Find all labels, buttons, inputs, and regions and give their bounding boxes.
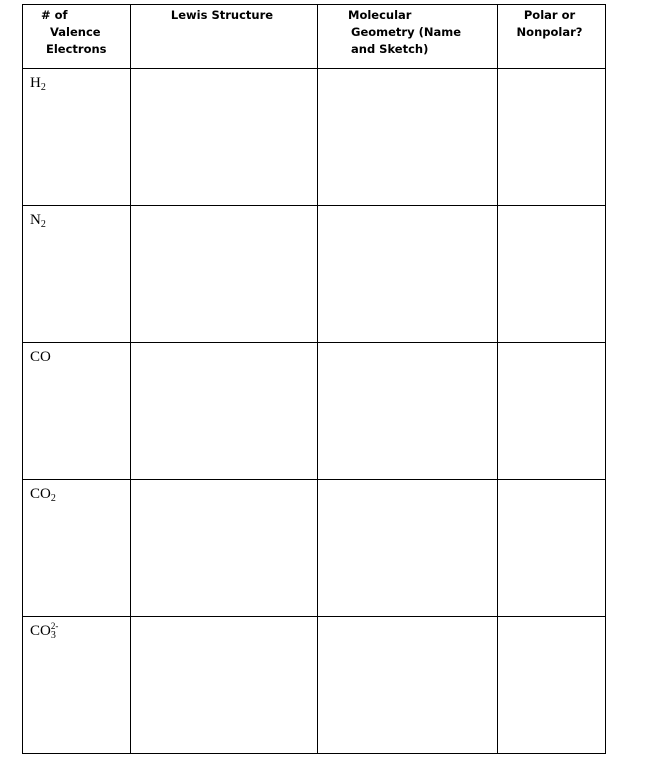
geometry-cell[interactable]: [318, 69, 498, 206]
formula-cell: [23, 343, 131, 480]
geometry-cell[interactable]: [318, 617, 498, 754]
header-geometry-line-3: and Sketch): [351, 42, 429, 56]
header-valence-line-3: Electrons: [46, 42, 107, 56]
table-row: [23, 206, 606, 343]
polarity-cell[interactable]: [498, 206, 606, 343]
formula-base: H: [30, 75, 41, 91]
formula-cell: [23, 206, 131, 343]
formula-cell: [23, 69, 131, 206]
geometry-cell[interactable]: [318, 343, 498, 480]
header-geometry-line-2: Geometry (Name: [351, 25, 462, 39]
table-row: [23, 480, 606, 617]
header-valence-line-2: Valence: [50, 25, 101, 39]
header-molecular-geometry: [318, 5, 498, 69]
formula-cell: [23, 480, 131, 617]
lewis-structure-cell[interactable]: [131, 69, 318, 206]
header-geometry-line-1: Molecular: [348, 8, 412, 22]
formula-subscript: 2: [50, 493, 56, 504]
geometry-cell[interactable]: [318, 480, 498, 617]
lewis-structure-cell[interactable]: [131, 206, 318, 343]
polarity-cell[interactable]: [498, 69, 606, 206]
molecule-formula: [23, 206, 130, 231]
molecule-formula: [23, 69, 130, 94]
molecule-formula: [23, 343, 130, 366]
formula-base: CO: [30, 623, 51, 639]
polarity-cell[interactable]: [498, 343, 606, 480]
polarity-cell[interactable]: [498, 617, 606, 754]
header-lewis-label: Lewis Structure: [170, 8, 274, 22]
lewis-structure-cell[interactable]: [131, 617, 318, 754]
formula-base: CO: [30, 486, 51, 502]
header-polar-line-1: Polar or: [523, 8, 576, 22]
formula-subscript: 2: [40, 219, 46, 230]
table-row: [23, 343, 606, 480]
worksheet-table: [22, 4, 606, 754]
header-polarity: [498, 5, 606, 69]
table-row: [23, 617, 606, 754]
header-valence-electrons: [23, 5, 131, 69]
formula-base: N: [30, 212, 41, 228]
header-valence-line-1: # of: [41, 8, 68, 22]
formula-superscript-charge: 2-: [50, 621, 59, 631]
formula-subscript: 2: [40, 82, 46, 93]
geometry-cell[interactable]: [318, 206, 498, 343]
polarity-cell[interactable]: [498, 480, 606, 617]
formula-base: CO: [30, 349, 51, 365]
header-row: [23, 5, 606, 69]
formula-cell: [23, 617, 131, 754]
molecule-formula: [23, 480, 130, 505]
header-polar-line-2: Nonpolar?: [516, 25, 583, 39]
lewis-structure-cell[interactable]: [131, 343, 318, 480]
molecule-formula: [23, 617, 130, 642]
lewis-structure-cell[interactable]: [131, 480, 318, 617]
header-lewis-structure: [131, 5, 318, 69]
formula-subscript: 3: [50, 630, 56, 641]
table-row: [23, 69, 606, 206]
